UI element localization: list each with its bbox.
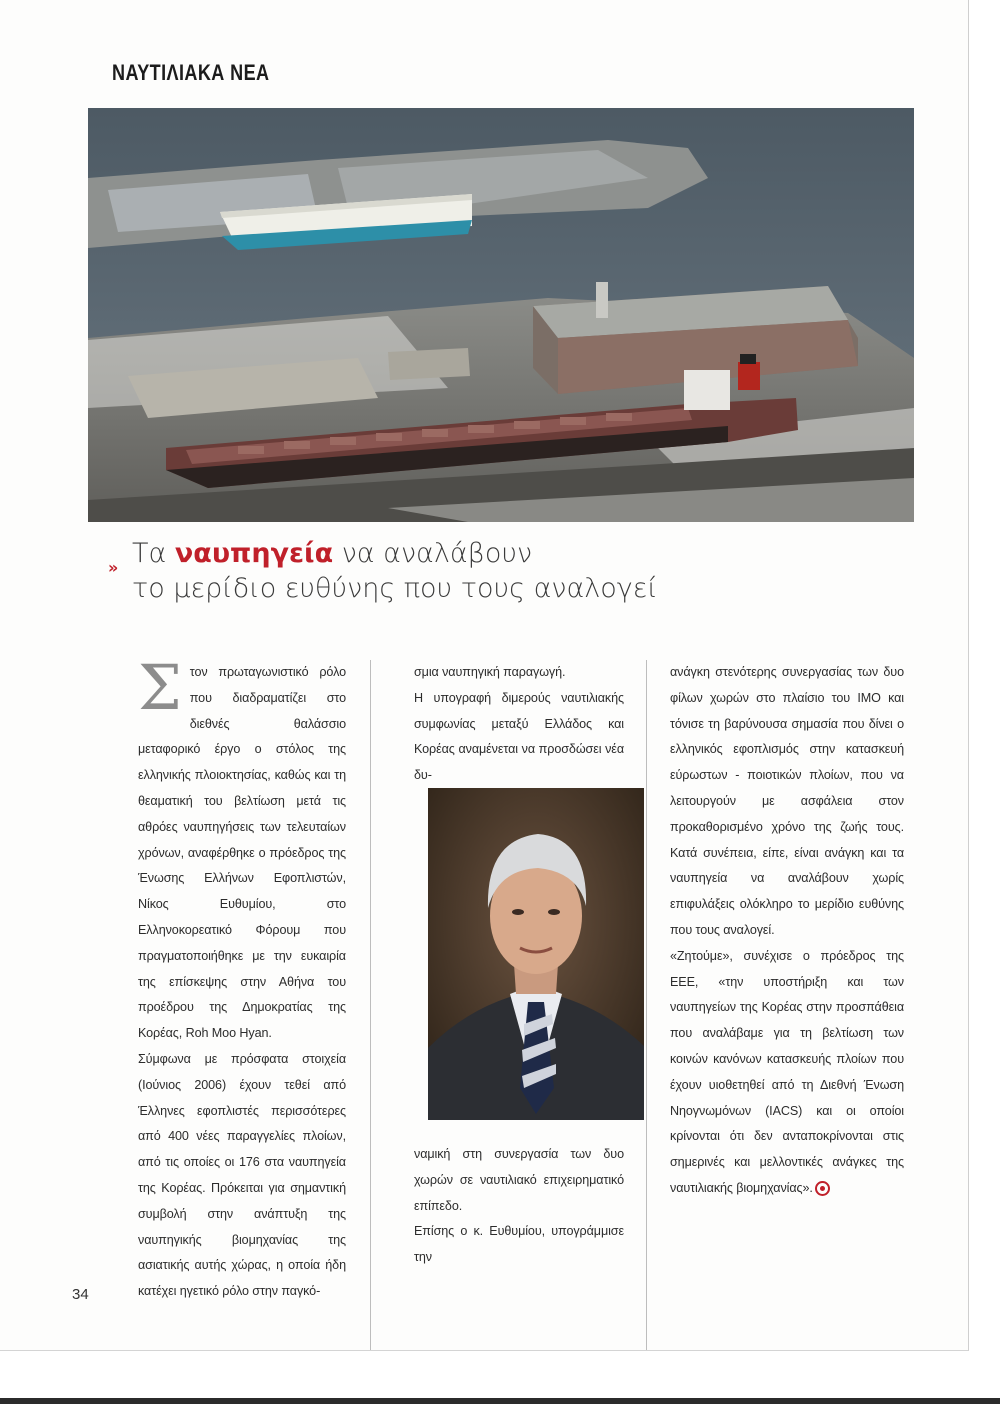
section-title: ΝΑΥΤΙΛΙΑΚΑ ΝΕΑ — [112, 60, 270, 85]
paragraph: ναμική στη συνεργασία των δυο χωρών σε ναυτιλιακό επιχειρηματικό επίπεδο. — [414, 1147, 624, 1213]
paragraph: Επίσης ο κ. Ευθυμίου, υπογράμμισε την — [414, 1224, 624, 1265]
article-column-1 — [138, 651, 346, 1305]
paragraph: Σύμφωνα με πρόσφατα στοιχεία (Ιούνιος 2006) έχουν τεθεί από Έλληνες εφοπλιστές περισσότερες από 400 νέες παραγγελίες πλοίων, από τις οποίες οι 176 στα ναυπηγεία της Κορέας. Πρόκειται για σημαντική συμβολή στην ανάπτυξη της ναυπηγικής βιομηχανίας της ασιατικής αυτής χώρας, η οποία ήδη κατέχει ηγετικό ρόλο στην παγκό- — [138, 1051, 346, 1299]
portrait-photo — [428, 788, 644, 1120]
paragraph: Στον πρωταγωνιστικό ρόλο που διαδραματίζει στο διεθνές θαλάσσιο μεταφορικό έργο ο στόλος της ελληνικής πλοιοκτησίας, καθώς και τη θεαματική του βελτίωση μετά τις αθρόες ναυπηγήσεις των τελευταίων χρόνων, αναφέρθηκε ο πρόεδρος της Ένωσης Ελλήνων Εφοπλιστών, Νίκος Ευθυμίου, στο Ελληνοκορεατικό Φόρουμ που πραγματοποιήθηκε με την ευκαιρία της επίσκεψης στην Αθήνα του προέδρου της Δημοκρατίας της Κορέας, Roh Moo Hyan. — [138, 651, 346, 1041]
article-column-3 — [670, 660, 904, 1202]
headline-text-end: να αναλάβουν — [333, 538, 533, 569]
column-divider — [646, 660, 647, 1350]
paragraph: σμια ναυπηγική παραγωγή. — [414, 665, 566, 679]
headline-line-2: το μερίδιο ευθύνης που τους αναλογεί — [132, 573, 658, 604]
article-headline — [108, 536, 672, 606]
paragraph: «Ζητούμε», συνέχισε ο πρόεδρος της ΕΕΕ, «την υποστήριξη και των ναυπηγείων της Κορέας στην προσπάθεια που αναλάβαμε για τη βελτίωση των κοινών κανόνων κατασκευής πλοίων που έχουν υιοθετηθεί από τη Διεθνή Ένωση Νηογνωμόνων (IACS) και οι οποίοι κρίνονται ότι δεν ανταποκρίνονται στις σημερινές και μελλοντικές ανάγκες της ναυτιλιακής βιομηχανίας». — [670, 948, 904, 1195]
page-number: 34 — [72, 1286, 89, 1303]
headline-arrow-icon: » — [108, 558, 119, 577]
headline-text-start: Τα — [132, 538, 175, 569]
article-end-icon — [815, 1181, 830, 1196]
headline-highlight: ναυπηγεία — [174, 538, 334, 569]
paragraph: Η υπογραφή διμερούς ναυτιλιακής συμφωνίας μεταξύ Ελλάδος και Κορέας αναμένεται να προσδώσει νέα δυ- — [414, 690, 624, 783]
article-column-2-bottom — [414, 1142, 624, 1271]
page-bottom-rule — [0, 1398, 1000, 1404]
harbor-aerial-photo — [88, 108, 914, 522]
article-column-2-top — [414, 660, 624, 789]
paragraph: ανάγκη στενότερης συνεργασίας των δυο φίλων χωρών στο πλαίσιο του ΙΜΟ και τόνισε τη βαρύνουσα σημασία που δίνει ο ελληνικός εφοπλισμός στην κατασκευή εύρωστων - ποιοτικών πλοίων, που να λειτουργούν με ασφάλεια στον προκαθορισμένο χρόνο της ζωής τους. Κατά συνέπεια, είπε, είναι ανάγκη και τα ναυπηγεία να αναλάβουν χωρίς επιφυλάξεις ολόκληρο το μερίδιο ευθύνης που τους αναλογεί. — [670, 665, 904, 937]
dropcap: Σ — [138, 651, 182, 724]
column-divider — [370, 660, 371, 1350]
